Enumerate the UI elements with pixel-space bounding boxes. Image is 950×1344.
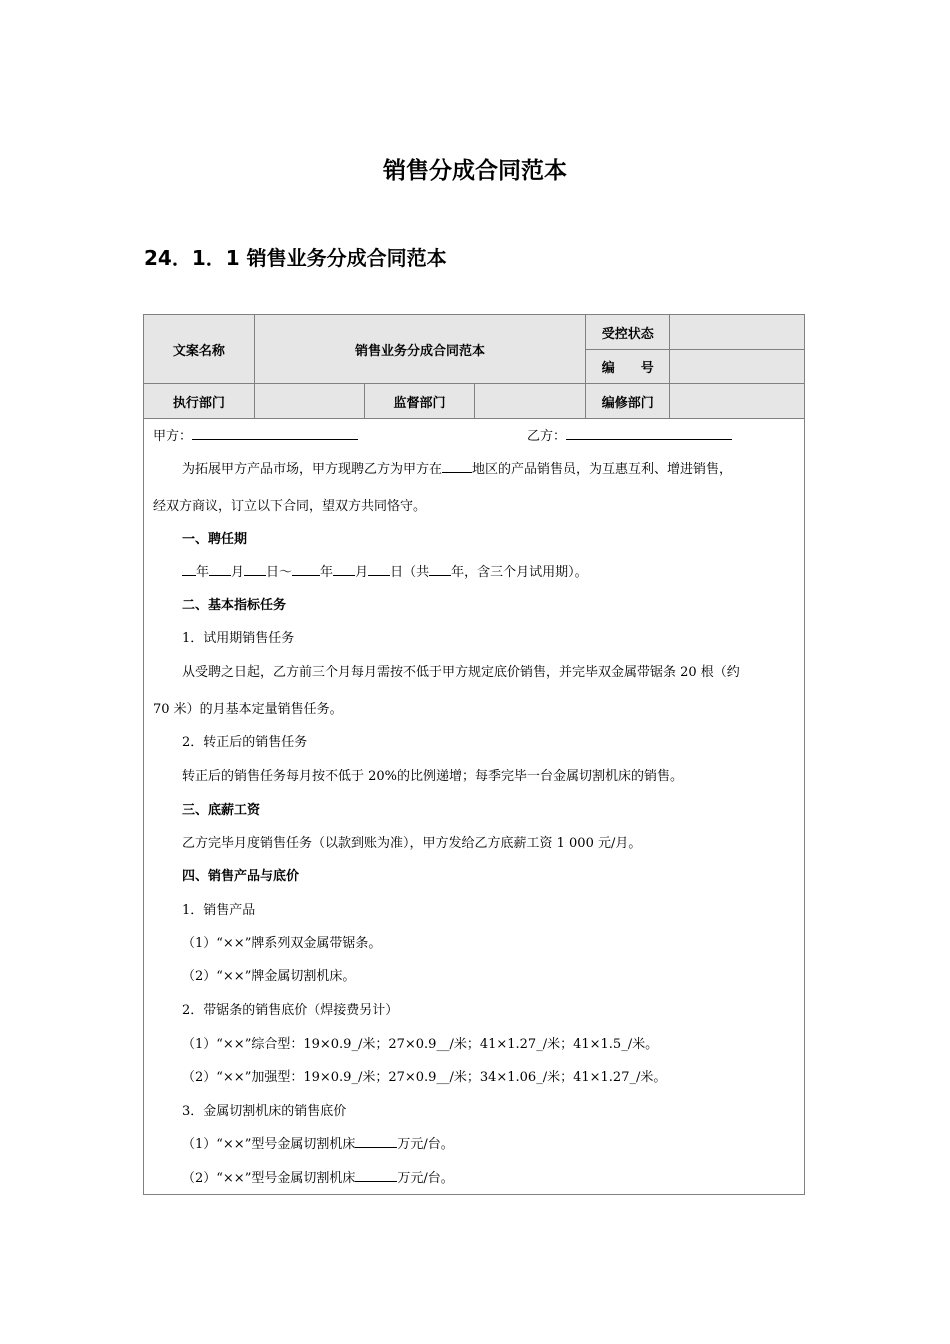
- edit-dept-value: [670, 384, 805, 419]
- supervise-dept-value: [475, 384, 586, 419]
- section-3-title: 三、底薪工资: [182, 803, 261, 818]
- party-a-line: 甲方：: [153, 425, 358, 444]
- product-item-2: （2）“××”牌金属切割机床。: [182, 969, 356, 984]
- section-1-title: 一、聘任期: [182, 532, 248, 547]
- intro-line-1: 为拓展甲方产品市场，甲方现聘乙方为甲方在 地区的产品销售员，为互惠互利、增进销售，: [182, 462, 733, 477]
- section-2-1-text-a: 从受聘之日起，乙方前三个月每月需按不低于甲方规定底价销售，并完毕双金属带锯条 20 根（约: [182, 665, 740, 680]
- document-title: 销售分成合同范本: [383, 158, 567, 184]
- control-status-value: [670, 315, 805, 350]
- machine-price-1: （1）“××”型号金属切割机床 万元/台。: [182, 1137, 454, 1152]
- section-4-1-heading: 1．销售产品: [182, 903, 256, 918]
- party-a-blank: [192, 427, 358, 440]
- control-status-label: 受控状态: [586, 315, 670, 350]
- price-item-1: （1）“××”综合型：19×0.9_/米；27×0.9__/米；41×1.27_/米；41×1.5_/米。: [182, 1037, 659, 1052]
- exec-dept-label: 执行部门: [144, 384, 255, 419]
- section-2-1-text-b: 70 米）的月基本定量销售任务。: [153, 702, 343, 717]
- intro-line-2: 经双方商议，订立以下合同，望双方共同恪守。: [153, 499, 427, 514]
- section-2-title: 二、基本指标任务: [182, 598, 287, 613]
- doc-name-label: 文案名称: [144, 315, 255, 384]
- section-2-2-text: 转正后的销售任务每月按不低于 20%的比例递增；每季完毕一台金属切割机床的销售。: [182, 769, 684, 784]
- exec-dept-value: [254, 384, 364, 419]
- section-3-text: 乙方完毕月度销售任务（以款到账为准），甲方发给乙方底薪工资 1 000 元/月。: [182, 836, 642, 851]
- number-value: [670, 350, 805, 384]
- term-line: 年 月 日～ 年 月 日（共 年，含三个月试用期）。: [182, 561, 588, 580]
- doc-name-value: 销售业务分成合同范本: [254, 315, 585, 384]
- section-2-2-heading: 2．转正后的销售任务: [182, 735, 308, 750]
- machine-price-2: （2）“××”型号金属切割机床 万元/台。: [182, 1171, 454, 1186]
- price-item-2: （2）“××”加强型：19×0.9_/米；27×0.9__/米；34×1.06_/米；41×1.27_/米。: [182, 1070, 667, 1085]
- number-label: 编 号: [586, 350, 670, 384]
- section-2-1-heading: 1．试用期销售任务: [182, 631, 295, 646]
- section-4-title: 四、销售产品与底价: [182, 869, 300, 884]
- party-b-line: 乙方：: [527, 425, 732, 444]
- section-4-3-heading: 3．金属切割机床的销售底价: [182, 1104, 347, 1119]
- party-b-blank: [566, 427, 732, 440]
- meta-table: [143, 314, 805, 419]
- contract-frame: [143, 314, 805, 1195]
- product-item-1: （1）“××”牌系列双金属带锯条。: [182, 936, 382, 951]
- section-4-2-heading: 2．带锯条的销售底价（焊接费另计）: [182, 1003, 399, 1018]
- region-blank: [442, 460, 472, 473]
- section-heading: 24．1．1 销售业务分成合同范本: [144, 246, 447, 270]
- supervise-dept-label: 监督部门: [364, 384, 475, 419]
- edit-dept-label: 编修部门: [586, 384, 670, 419]
